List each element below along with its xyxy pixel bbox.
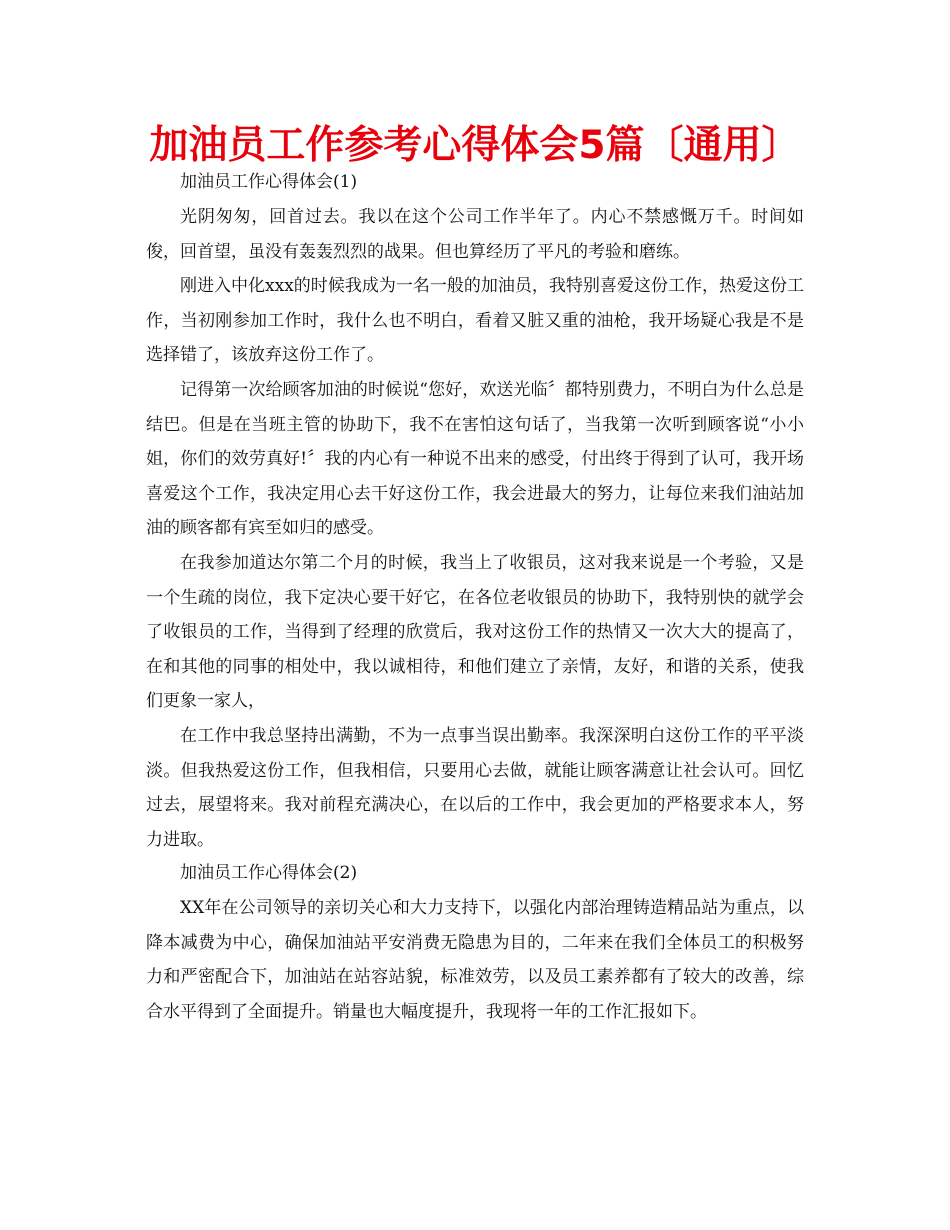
paragraph: 记得第一次给顾客加油的时候说“您好，欢送光临〞都特别费力，不明白为什么总是结巴。但是在当班主管的协助下，我不在害怕这句话了，当我第一次听到顾客说“小小姐，你们的效劳真好!〞我的内心有一种说不出来的感受，付出终于得到了认可，我开场喜爱这个工作，我决定用心去干好这份工作，我会进最大的努力，让每位来我们油站加油的顾客都有宾至如归的感受。 bbox=[146, 379, 804, 539]
document-title: 加油员工作参考心得体会5篇〔通用〕 bbox=[149, 123, 801, 168]
section-heading: 加油员工作心得体会(1) bbox=[180, 172, 358, 192]
paragraph: 光阴匆匆，回首过去。我以在这个公司工作半年了。内心不禁感慨万千。时间如俊，回首望，虽没有轰轰烈烈的战果。但也算经历了平凡的考验和磨练。 bbox=[146, 207, 804, 262]
section-heading: 加油员工作心得体会(2) bbox=[180, 863, 358, 884]
document-body bbox=[146, 166, 804, 1030]
paragraph: 刚进入中化xxx的时候我成为一名一般的加油员，我特别喜爱这份工作，热爱这份工作，当初刚参加工作时，我什么也不明白，看着又脏又重的油枪，我开场疑心我是不是选择错了，该放弃这份工作了。 bbox=[146, 276, 804, 366]
paragraph: XX年在公司领导的亲切关心和大力支持下，以强化内部治理铸造精品站为重点，以降本减费为中心，确保加油站平安消费无隐患为目的，二年来在我们全体员工的积极努力和严密配合下，加油站在站容站貌，标准效劳，以及员工素养都有了较大的改善，综合水平得到了全面提升。销量也大幅度提升，我现将一年的工作汇报如下。 bbox=[146, 898, 804, 1023]
paragraph: 在工作中我总坚持出满勤，不为一点事当误出勤率。我深深明白这份工作的平平淡淡。但我热爱这份工作，但我相信，只要用心去做，就能让顾客满意让社会认可。回忆过去，展望将来。我对前程充满决心，在以后的工作中，我会更加的严格要求本人，努力进取。 bbox=[146, 725, 804, 850]
paragraph: 在我参加道达尔第二个月的时候，我当上了收银员，这对我来说是一个考验，又是一个生疏的岗位，我下定决心要干好它，在各位老收银员的协助下，我特别快的就学会了收银员的工作，当得到了经理的欣赏后，我对这份工作的热情又一次大大的提高了，在和其他的同事的相处中，我以诚相待，和他们建立了亲情，友好，和谐的关系，使我们更象一家人， bbox=[146, 552, 804, 712]
